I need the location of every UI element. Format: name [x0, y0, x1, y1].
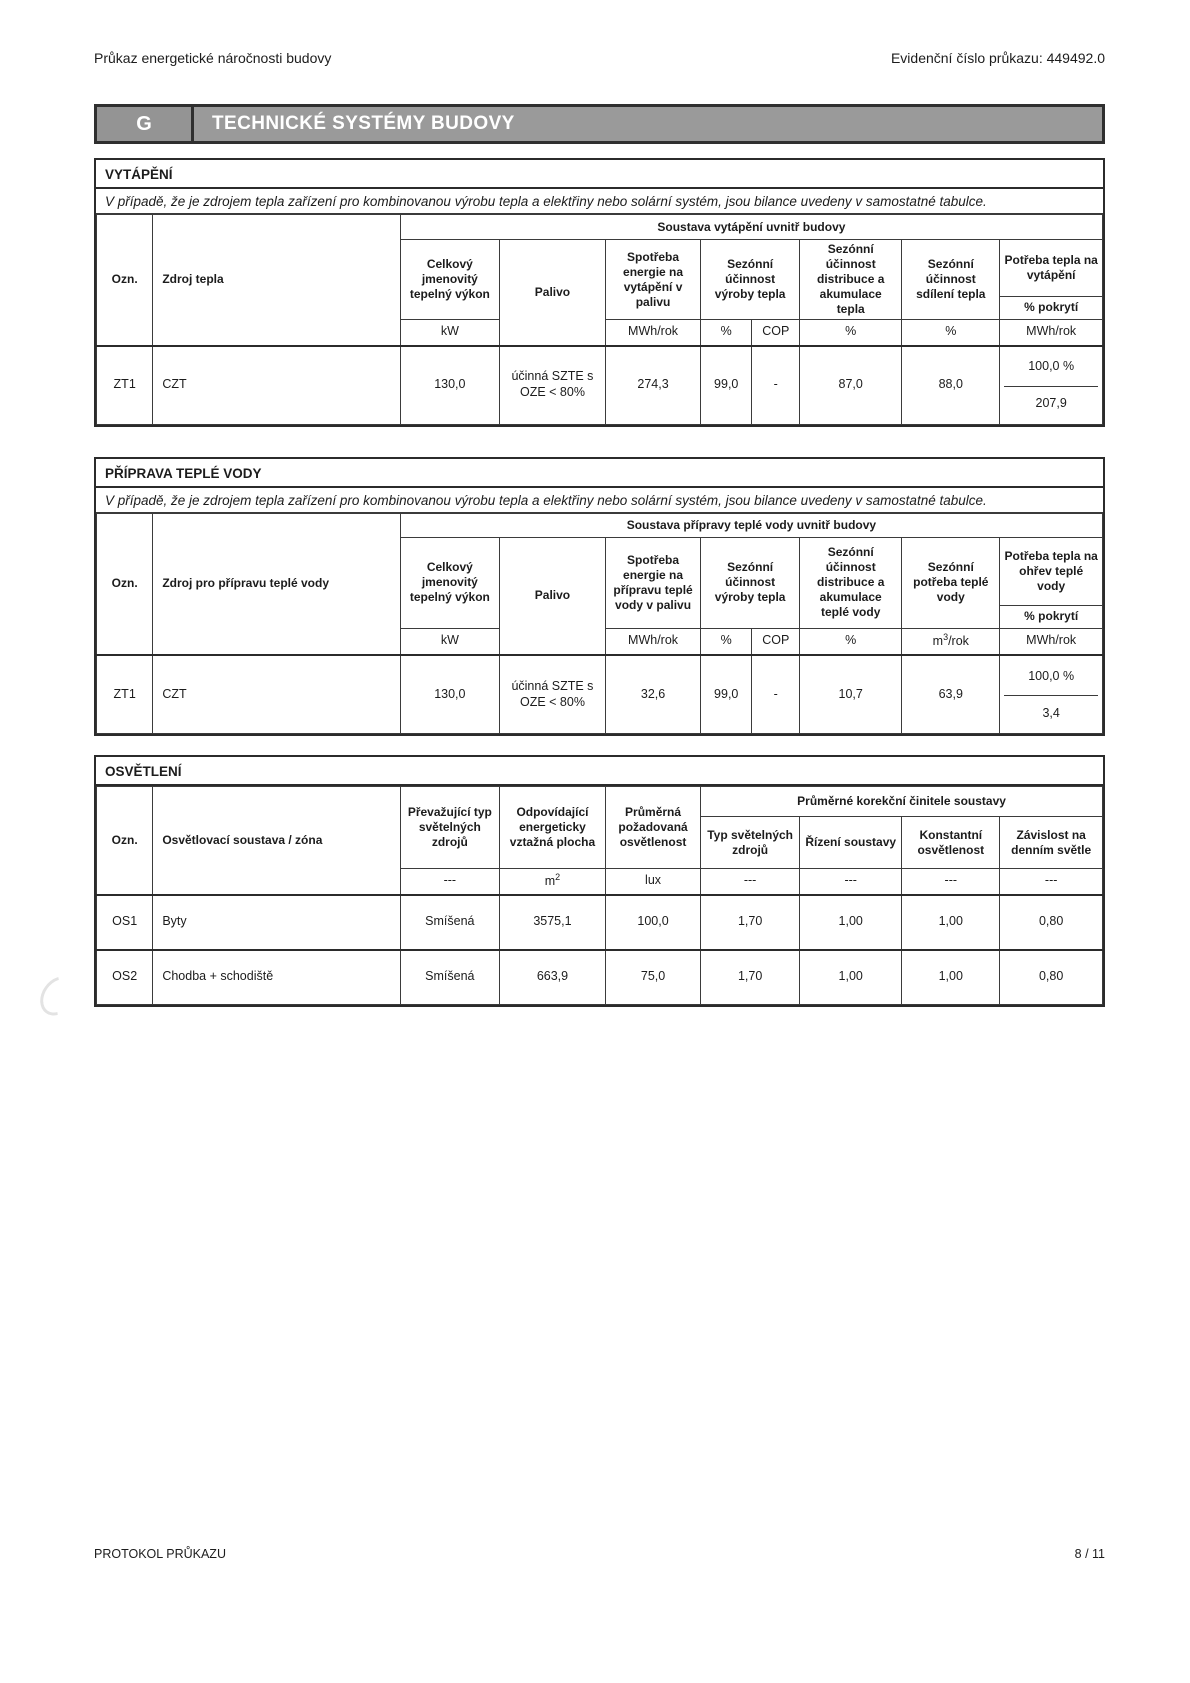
heating-col-consumption: Spotřeba energie na vytápění v palivu — [606, 240, 701, 320]
heating-unit-emission: % — [902, 320, 1000, 346]
lighting-col-type: Převažující typ světelných zdrojů — [400, 787, 499, 869]
hot-water-value-distribution: 10,7 — [800, 655, 902, 734]
lighting-value-f-control: 1,00 — [800, 950, 902, 1005]
lighting-col-factor-constant: Konstantní osvětlenost — [902, 817, 1000, 869]
lighting-unit-illuminance: lux — [606, 869, 701, 895]
hot-water-value-power: 130,0 — [400, 655, 499, 734]
lighting-value-f-control: 1,00 — [800, 895, 902, 950]
heating-col-demand: Potřeba tepla na vytápění — [1000, 240, 1103, 297]
lighting-span-row — [97, 787, 1103, 817]
heating-note: V případě, že je zdrojem tepla zařízení pro kombinovanou výrobu tepla a elektřiny nebo solární systém, jsou bilance uvedeny v samostatné tabulce. — [96, 189, 1103, 214]
lighting-value-ozn: OS2 — [97, 950, 153, 1005]
heating-value-demand-cell — [1000, 346, 1103, 425]
lighting-col-area: Odpovídající energeticky vztažná plocha — [499, 787, 605, 869]
heating-col-power: Celkový jmenovitý tepelný výkon — [400, 240, 499, 320]
lighting-unit-factor-constant: --- — [902, 869, 1000, 895]
hot-water-col-ozn: Ozn. — [97, 513, 153, 655]
hot-water-col-demand: Potřeba tepla na ohřev teplé vody — [1000, 537, 1103, 605]
hot-water-col-power: Celkový jmenovitý tepelný výkon — [400, 537, 499, 628]
hot-water-span-row — [97, 513, 1103, 537]
hot-water-unit-pct: % — [701, 628, 752, 655]
page-header — [94, 50, 1105, 66]
hot-water-value-ozn: ZT1 — [97, 655, 153, 734]
unit-volume-base: m — [932, 634, 944, 649]
lighting-value-f-daylight: 0,80 — [1000, 950, 1103, 1005]
hot-water-value-eff-pct: 99,0 — [701, 655, 752, 734]
heating-section — [94, 158, 1105, 427]
hot-water-section — [94, 457, 1105, 737]
lighting-value-type: Smíšená — [400, 895, 499, 950]
heating-span-row — [97, 215, 1103, 240]
hot-water-value-eff-cop: - — [752, 655, 800, 734]
lighting-value-illuminance: 75,0 — [606, 950, 701, 1005]
lighting-col-factor-control: Řízení soustavy — [800, 817, 902, 869]
hot-water-value-coverage: 100,0 % — [1004, 658, 1098, 696]
table-row — [97, 950, 1103, 1005]
table-row — [97, 346, 1103, 425]
section-banner-title: TECHNICKÉ SYSTÉMY BUDOVY — [212, 113, 515, 134]
section-letter: G — [97, 107, 194, 141]
heating-value-ozn: ZT1 — [97, 346, 153, 425]
lighting-span-header: Průměrné korekční činitele soustavy — [701, 787, 1103, 817]
lighting-section-title: OSVĚTLENÍ — [96, 757, 1103, 786]
scan-artifact — [33, 970, 83, 1023]
heating-col-eff-distribution: Sezónní účinnost distribuce a akumulace tepla — [800, 240, 902, 320]
sections-container — [94, 158, 1105, 1007]
footer-protocol-label: PROTOKOL PRŮKAZU — [94, 1547, 226, 1561]
heating-value-fuel: účinná SZTE s OZE < 80% — [499, 346, 605, 425]
heating-value-demand: 207,9 — [1035, 396, 1067, 411]
heating-col-coverage: % pokrytí — [1000, 296, 1103, 319]
heating-col-eff-production: Sezónní účinnost výroby tepla — [701, 240, 800, 320]
heating-unit-pct: % — [701, 320, 752, 346]
lighting-value-area: 3575,1 — [499, 895, 605, 950]
heating-section-title: VYTÁPĚNÍ — [96, 160, 1103, 189]
lighting-col-illuminance: Průměrná požadovaná osvětlenost — [606, 787, 701, 869]
lighting-col-factor-type: Typ světelných zdrojů — [701, 817, 800, 869]
heating-value-source: CZT — [153, 346, 400, 425]
hot-water-value-demand: 3,4 — [1042, 705, 1060, 720]
page-footer — [94, 1547, 1105, 1561]
heating-unit-consumption: MWh/rok — [606, 320, 701, 346]
hot-water-unit-consumption: MWh/rok — [606, 628, 701, 655]
heating-value-consumption: 274,3 — [606, 346, 701, 425]
heating-table — [96, 214, 1103, 425]
heating-col-ozn: Ozn. — [97, 215, 153, 346]
lighting-value-ozn: OS1 — [97, 895, 153, 950]
heating-unit-power: kW — [400, 320, 499, 346]
lighting-value-type: Smíšená — [400, 950, 499, 1005]
hot-water-unit-power: kW — [400, 628, 499, 655]
heating-value-eff-pct: 99,0 — [701, 346, 752, 425]
hot-water-unit-volume — [902, 628, 1000, 655]
heating-value-coverage: 100,0 % — [1004, 349, 1098, 387]
doc-evidence-number: Evidenční číslo průkazu: 449492.0 — [890, 50, 1105, 66]
lighting-value-zone: Byty — [153, 895, 400, 950]
heating-unit-cop: COP — [752, 320, 800, 346]
footer-page-number: 8 / 11 — [1074, 1547, 1105, 1561]
unit-area-base: m — [544, 874, 556, 889]
table-row — [97, 895, 1103, 950]
lighting-unit-type: --- — [400, 869, 499, 895]
hot-water-unit-demand: MWh/rok — [1000, 628, 1103, 655]
heating-span-header: Soustava vytápění uvnitř budovy — [400, 215, 1102, 240]
hot-water-unit-cop: COP — [752, 628, 800, 655]
heating-unit-demand: MWh/rok — [1000, 320, 1103, 346]
lighting-unit-factor-daylight: --- — [1000, 869, 1103, 895]
lighting-unit-factor-type: --- — [701, 869, 800, 895]
hot-water-col-source: Zdroj pro přípravu teplé vody — [153, 513, 400, 655]
lighting-value-f-type: 1,70 — [701, 950, 800, 1005]
hot-water-value-demand-cell — [1000, 655, 1103, 734]
lighting-unit-area — [499, 869, 605, 895]
lighting-value-f-constant: 1,00 — [902, 895, 1000, 950]
heating-value-distribution: 87,0 — [800, 346, 902, 425]
lighting-value-f-type: 1,70 — [701, 895, 800, 950]
unit-volume-sup: 3 — [943, 632, 949, 643]
lighting-unit-factor-control: --- — [800, 869, 902, 895]
heating-value-eff-cop: - — [752, 346, 800, 425]
doc-title: Průkaz energetické náročnosti budovy — [94, 50, 332, 66]
unit-area-sup: 2 — [555, 872, 561, 883]
hot-water-table — [96, 513, 1103, 735]
hot-water-value-volume: 63,9 — [902, 655, 1000, 734]
lighting-col-factor-daylight: Závislost na denním světle — [1000, 817, 1103, 869]
section-g-banner — [94, 104, 1105, 144]
lighting-value-f-daylight: 0,80 — [1000, 895, 1103, 950]
hot-water-col-consumption: Spotřeba energie na přípravu teplé vody v palivu — [606, 537, 701, 628]
lighting-value-illuminance: 100,0 — [606, 895, 701, 950]
hot-water-col-eff-distribution: Sezónní účinnost distribuce a akumulace teplé vody — [800, 537, 902, 628]
hot-water-section-title: PŘÍPRAVA TEPLÉ VODY — [96, 459, 1103, 488]
lighting-col-ozn: Ozn. — [97, 787, 153, 895]
hot-water-col-fuel: Palivo — [499, 537, 605, 655]
lighting-section — [94, 755, 1105, 1007]
lighting-value-f-constant: 1,00 — [902, 950, 1000, 1005]
lighting-value-zone: Chodba + schodiště — [153, 950, 400, 1005]
hot-water-value-consumption: 32,6 — [606, 655, 701, 734]
heating-col-eff-emission: Sezónní účinnost sdílení tepla — [902, 240, 1000, 320]
hot-water-col-eff-production: Sezónní účinnost výroby tepla — [701, 537, 800, 628]
hot-water-col-coverage: % pokrytí — [1000, 605, 1103, 628]
heating-value-emission: 88,0 — [902, 346, 1000, 425]
hot-water-col-volume: Sezónní potřeba teplé vody — [902, 537, 1000, 628]
heating-value-power: 130,0 — [400, 346, 499, 425]
hot-water-span-header: Soustava přípravy teplé vody uvnitř budovy — [400, 513, 1102, 537]
unit-volume-rest: /rok — [948, 634, 969, 649]
heating-col-fuel: Palivo — [499, 240, 605, 346]
hot-water-note: V případě, že je zdrojem tepla zařízení pro kombinovanou výrobu tepla a elektřiny nebo solární systém, jsou bilance uvedeny v samostatné tabulce. — [96, 488, 1103, 513]
hot-water-value-source: CZT — [153, 655, 400, 734]
heating-unit-distribution: % — [800, 320, 902, 346]
table-row — [97, 655, 1103, 734]
lighting-col-zone: Osvětlovací soustava / zóna — [153, 787, 400, 895]
hot-water-unit-distribution: % — [800, 628, 902, 655]
heating-col-source: Zdroj tepla — [153, 215, 400, 346]
lighting-value-area: 663,9 — [499, 950, 605, 1005]
lighting-table — [96, 786, 1103, 1005]
hot-water-value-fuel: účinná SZTE s OZE < 80% — [499, 655, 605, 734]
